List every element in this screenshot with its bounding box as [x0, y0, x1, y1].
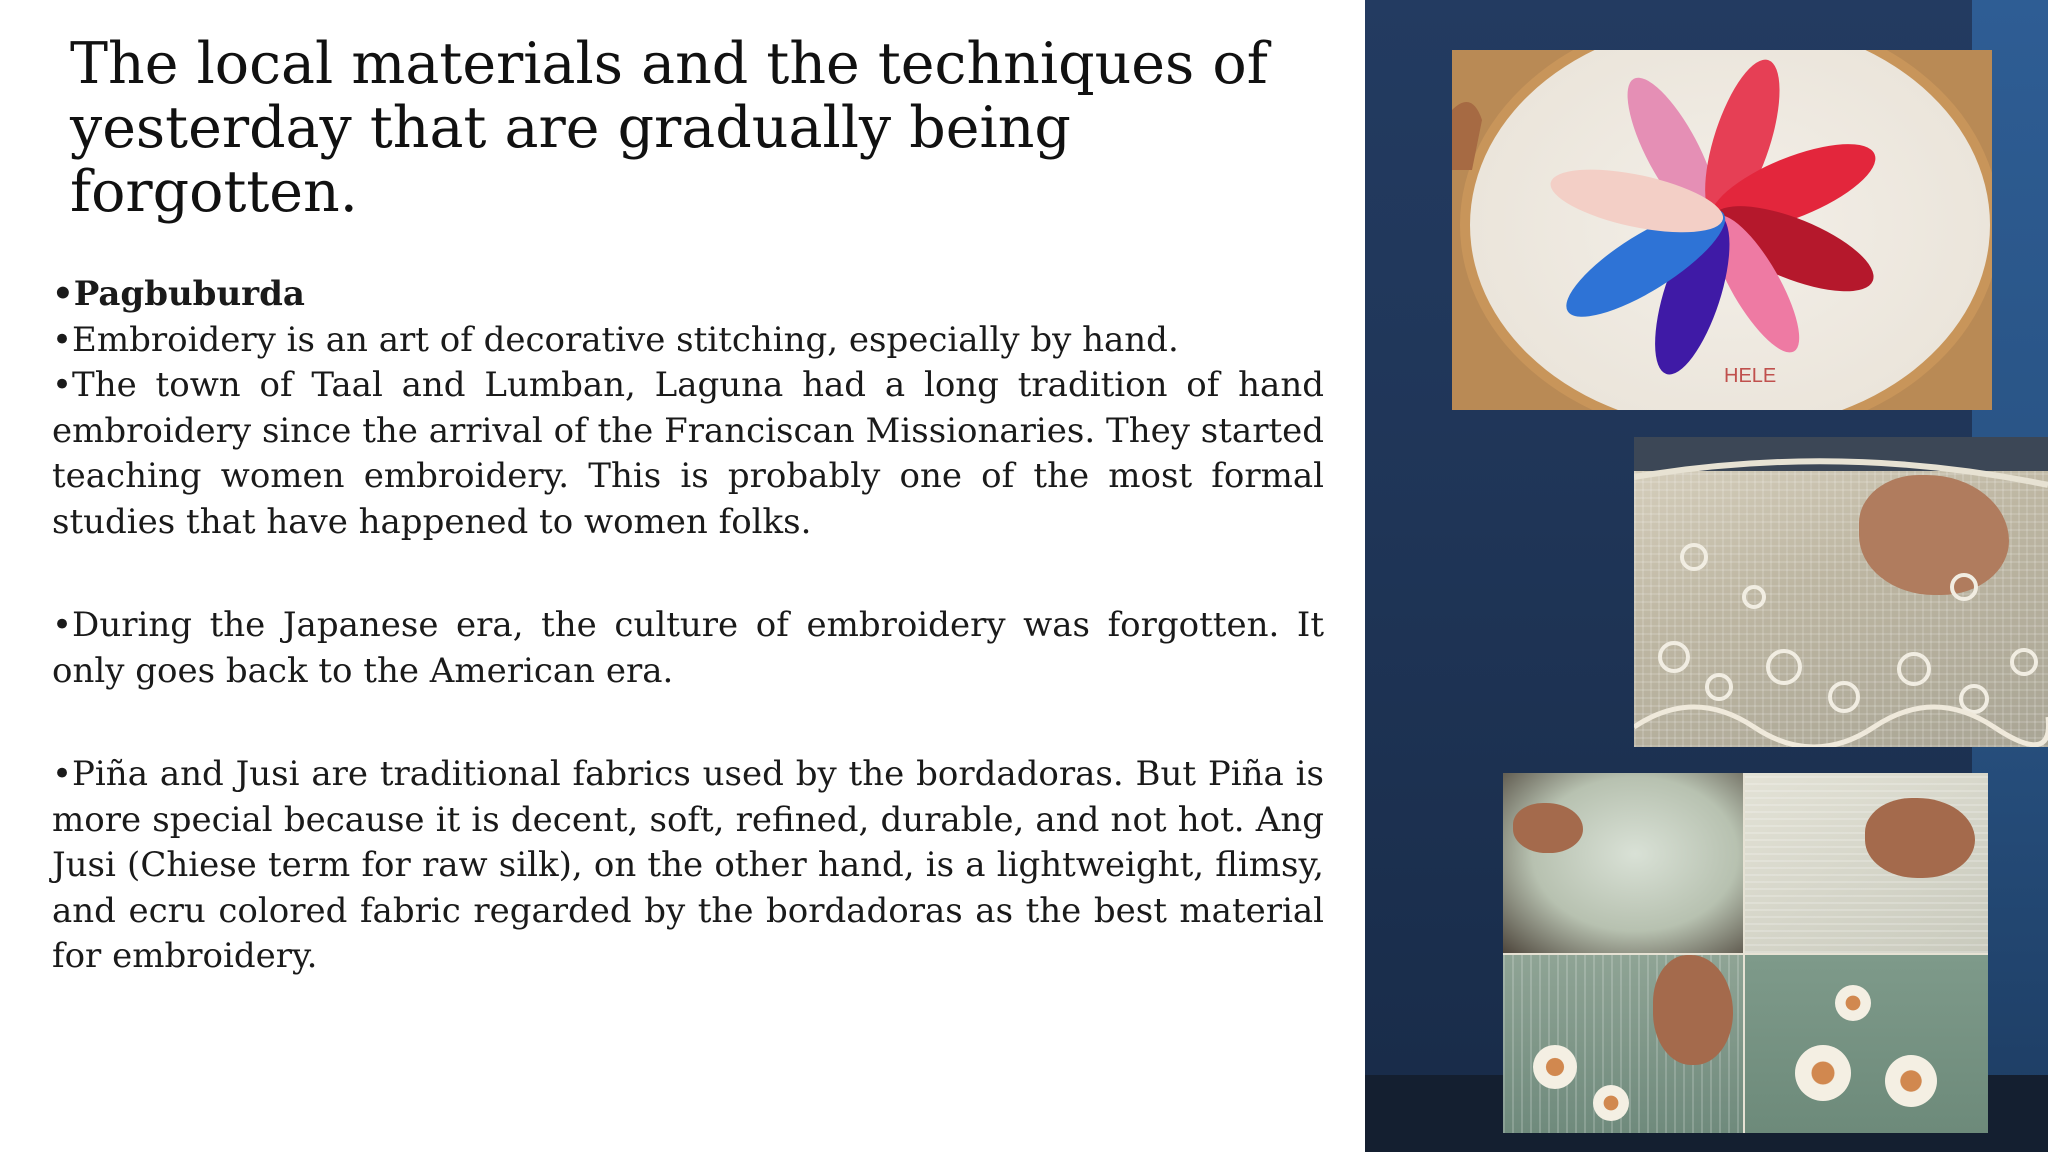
flower-motif [1593, 1085, 1629, 1121]
flower-motif [1835, 985, 1871, 1021]
bullet-item: •Piña and Jusi are traditional fabrics used by the bordadoras. But Piña is more special because it is decent, soft, refined, durable, and not hot. Ang Jusi (Chiese term for raw silk), on the other hand, is a lightweight, flimsy, and ecru colored fabric regarded by the bordadoras as the best material for embroidery. [52, 754, 1324, 976]
flower-motif [1885, 1055, 1937, 1107]
flower-embroidery-image [1452, 50, 1992, 410]
paragraph-gap [52, 545, 1324, 603]
flower-motif [1533, 1045, 1577, 1089]
bullet-heading: •Pagbuburda [52, 274, 305, 314]
embroidery-hoop-photo [1452, 50, 1992, 410]
hand-shape [1653, 955, 1733, 1065]
slide-body [52, 272, 1324, 980]
slide-title: The local materials and the techniques of yesterday that are gradually being forgotten. [70, 31, 1268, 225]
hand-shape [1513, 803, 1583, 853]
bullet-item: •During the Japanese era, the culture of embroidery was forgotten. It only goes back to the American era. [52, 605, 1324, 691]
collage-cell-needlework [1745, 773, 1988, 953]
bullet-item: •Embroidery is an art of decorative stitching, especially by hand. [52, 319, 1179, 360]
hand-shape [1865, 798, 1975, 878]
flower-motif [1795, 1045, 1851, 1101]
collage-cell-fabric [1503, 955, 1743, 1133]
bullet-item: •The town of Taal and Lumban, Laguna had a long tradition of hand embroidery since the arrival of the Franciscan Missionaries. They started teaching women embroidery. This is probably one of the most formal studies that have happened to women folks. [52, 365, 1324, 542]
embroidery-collage-photo [1503, 773, 1988, 1133]
paragraph-gap [52, 694, 1324, 752]
lace-pattern-image [1634, 437, 2048, 747]
collage-cell-flowers [1745, 955, 1988, 1133]
collage-cell-hoop [1503, 773, 1743, 953]
hand-shape [1452, 102, 1482, 170]
lace-embroidery-photo [1634, 437, 2048, 747]
hoop-signature-text: HELE [1724, 365, 1777, 387]
